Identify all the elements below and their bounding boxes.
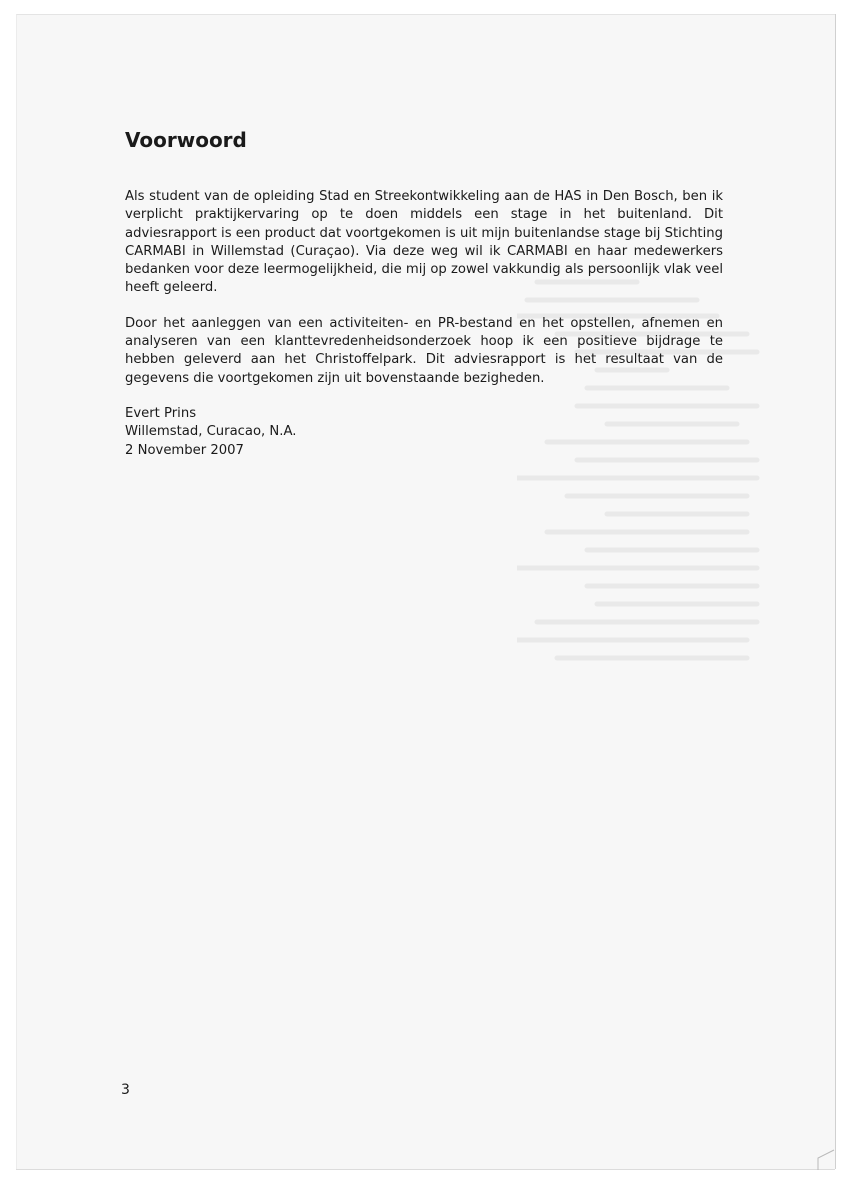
signature-place: Willemstad, Curacao, N.A. xyxy=(125,424,297,440)
paragraph-activities: Door het aanleggen van een activiteiten- en PR-bestand en het opstellen, afnemen en analyseren van een klanttevredenheidsonderzoek hoop ik een positieve bijdrage te hebben geleverd aan het Christoffelpark. Dit adviesrapport is het resultaat van de gegevens die voortgekomen zijn uit bovenstaande bezigheden. xyxy=(125,315,723,386)
page-number: 3 xyxy=(121,1082,130,1098)
main-content xyxy=(125,128,723,460)
signature-date: 2 November 2007 xyxy=(125,442,244,458)
page-corner-curl xyxy=(816,1148,836,1170)
signature-block xyxy=(125,405,723,460)
signature-name: Evert Prins xyxy=(125,405,197,421)
paragraph-intro: Als student van de opleiding Stad en Streekontwikkeling aan de HAS in Den Bosch, ben ik verplicht praktijkervaring op te doen middels een stage in het buitenland. Dit adviesrapport is een product dat voortgekomen is uit mijn buitenlandse stage bij Stichting CARMABI in Willemstad (Curaçao). Via deze weg wil ik CARMABI en haar medewerkers bedanken voor deze leermogelijkheid, die mij op zowel vakkundig als persoonlijk vlak veel heeft geleerd. xyxy=(125,189,723,296)
page-title: Voorwoord xyxy=(125,128,247,152)
